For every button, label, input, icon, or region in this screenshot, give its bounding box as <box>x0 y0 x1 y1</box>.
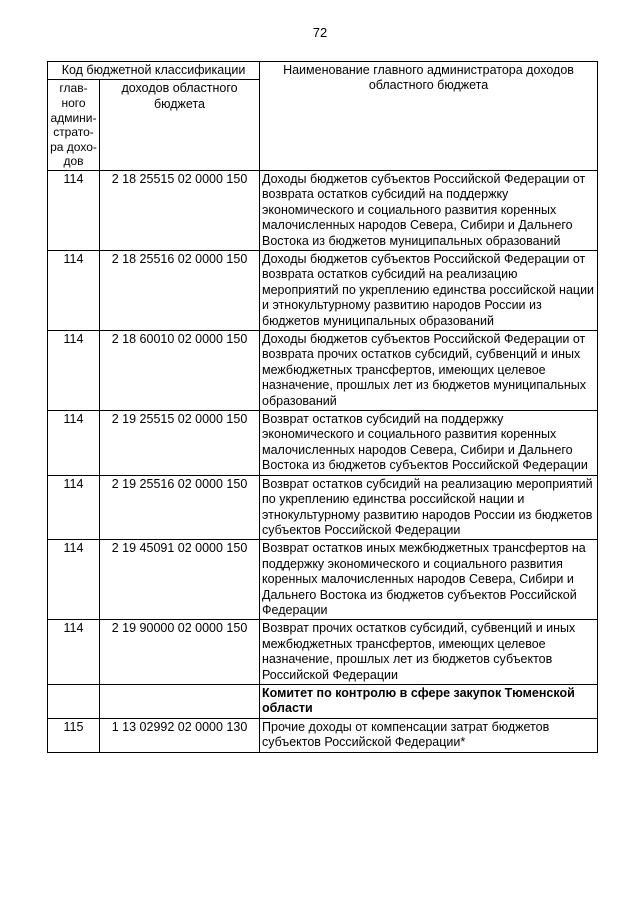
table-row <box>48 331 598 411</box>
income-code-cell: 1 13 02992 02 0000 130 <box>100 718 260 752</box>
table-row <box>48 620 598 685</box>
income-code-cell: 2 18 25516 02 0000 150 <box>100 251 260 331</box>
regional-budget-income-header: доходов областного бюджета <box>100 80 260 171</box>
income-code-cell: 2 19 90000 02 0000 150 <box>100 620 260 685</box>
income-name-cell: Возврат остатков субсидий на поддержку экономического и социального развития коренных малочисленных народов Севера, Сибири и Дальнего Востока из бюджетов субъектов Российской Федерации <box>260 411 598 476</box>
income-name-cell: Комитет по контролю в сфере закупок Тюменской области <box>260 684 598 718</box>
chief-administrator-header: глав-ного админи-страто-ра дохо-дов <box>48 80 100 171</box>
income-code-cell: 2 18 60010 02 0000 150 <box>100 331 260 411</box>
administrator-code-cell: 115 <box>48 718 100 752</box>
budget-code-group-header: Код бюджетной классификации <box>48 62 260 80</box>
income-name-cell: Доходы бюджетов субъектов Российской Федерации от возврата остатков субсидий на реализацию мероприятий по укреплению единства российской нации и этнокультурному развитию народов России из бюджетов муниципальных образований <box>260 251 598 331</box>
income-name-cell: Доходы бюджетов субъектов Российской Федерации от возврата прочих остатков субсидий, субвенций и иных межбюджетных трансфертов, имеющих целевое назначение, прошлых лет из бюджетов муниципальных образований <box>260 331 598 411</box>
table-row <box>48 540 598 620</box>
administrator-code-cell: 114 <box>48 475 100 540</box>
income-name-cell: Возврат остатков субсидий на реализацию мероприятий по укреплению единства российской нации и этнокультурному развитию народов России из бюджетов субъектов Российской Федерации <box>260 475 598 540</box>
income-code-cell: 2 19 25516 02 0000 150 <box>100 475 260 540</box>
table-row <box>48 475 598 540</box>
administrator-code-cell: 114 <box>48 251 100 331</box>
income-name-cell: Возврат остатков иных межбюджетных трансфертов на поддержку экономического и социального развития коренных малочисленных народов Севера, Сибири и Дальнего Востока из бюджетов субъектов Российской Федерации <box>260 540 598 620</box>
page-number: 72 <box>312 25 328 40</box>
administrator-code-cell: 114 <box>48 620 100 685</box>
table-body <box>48 170 598 752</box>
table-row <box>48 718 598 752</box>
administrator-code-cell: 114 <box>48 540 100 620</box>
income-name-cell: Доходы бюджетов субъектов Российской Федерации от возврата остатков субсидий на поддержку экономического и социального развития коренных малочисленных народов Севера, Сибири и Дальнего Востока из бюджетов муниципальных образований <box>260 170 598 250</box>
table-row <box>48 170 598 250</box>
administrator-code-cell: 114 <box>48 411 100 476</box>
income-code-cell: 2 19 45091 02 0000 150 <box>100 540 260 620</box>
income-code-cell: 2 18 25515 02 0000 150 <box>100 170 260 250</box>
income-name-cell: Возврат прочих остатков субсидий, субвенций и иных межбюджетных трансфертов, имеющих целевое назначение, прошлых лет из бюджетов субъектов Российской Федерации <box>260 620 598 685</box>
administrator-name-header: Наименование главного администратора доходов областного бюджета <box>260 62 598 171</box>
budget-classification-table <box>47 61 598 753</box>
table-header-row <box>48 62 598 80</box>
administrator-code-cell: 114 <box>48 170 100 250</box>
administrator-code-cell: 114 <box>48 331 100 411</box>
income-name-cell: Прочие доходы от компенсации затрат бюджетов субъектов Российской Федерации* <box>260 718 598 752</box>
table-row <box>48 251 598 331</box>
income-code-cell <box>100 684 260 718</box>
section-row <box>48 684 598 718</box>
administrator-code-cell <box>48 684 100 718</box>
table-row <box>48 411 598 476</box>
income-code-cell: 2 19 25515 02 0000 150 <box>100 411 260 476</box>
